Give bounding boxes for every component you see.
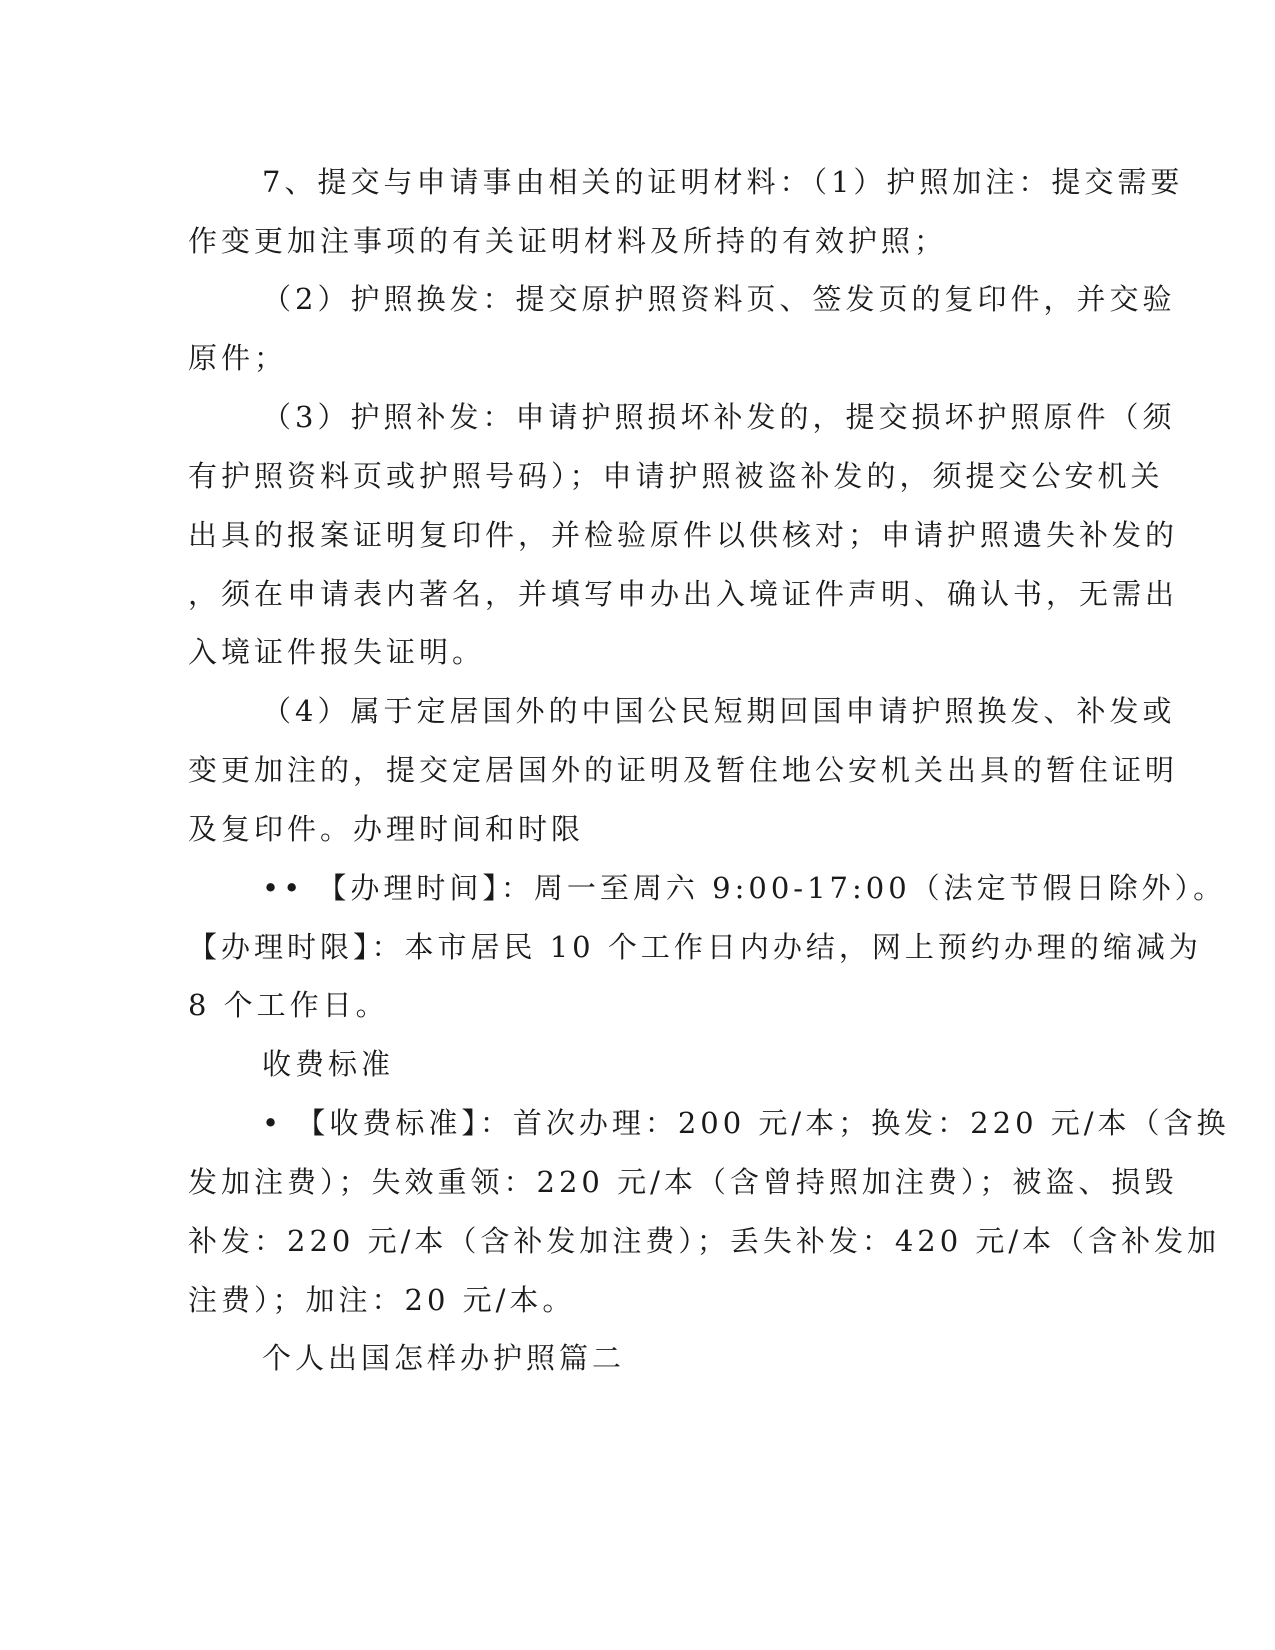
paragraph-line: ，须在申请表内著名，并填写申办出入境证件声明、确认书，无需出 xyxy=(188,577,1179,611)
paragraph-line: 入境证件报失证明。 xyxy=(188,635,486,669)
paragraph-line: 原件； xyxy=(188,341,288,375)
paragraph-line: 变更加注的，提交定居国外的证明及暂住地公安机关出具的暂住证明 xyxy=(188,753,1179,787)
paragraph-line: 出具的报案证明复印件，并检验原件以供核对；申请护照遗失补发的 xyxy=(188,518,1179,552)
paragraph-line: 补发：220 元/本（含补发加注费）；丢失补发：420 元/本（含补发加 xyxy=(188,1224,1221,1258)
paragraph-line: （3）护照补发：申请护照损坏补发的，提交损坏护照原件（须 xyxy=(262,400,1176,434)
paragraph-line: 8 个工作日。 xyxy=(188,988,389,1022)
paragraph-line: 发加注费）；失效重领：220 元/本（含曾持照加注费）；被盗、损毁 xyxy=(188,1165,1178,1199)
section-heading-fees: 收费标准 xyxy=(262,1047,395,1081)
paragraph-line: 【办理时限】：本市居民 10 个工作日内办结，网上预约办理的缩减为 xyxy=(188,930,1202,964)
paragraph-line: （2）护照换发：提交原护照资料页、签发页的复印件，并交验 xyxy=(262,282,1176,316)
paragraph-line: 作变更加注事项的有关证明材料及所持的有效护照； xyxy=(188,224,948,258)
bullet-line-hours: •• 【办理时间】：周一至周六 9:00-17:00（法定节假日除外）。 xyxy=(262,871,1227,905)
bullet-line-fees: • 【收费标准】：首次办理：200 元/本；换发：220 元/本（含换 xyxy=(262,1106,1230,1140)
section-heading-part-two: 个人出国怎样办护照篇二 xyxy=(262,1341,626,1375)
paragraph-line: （4）属于定居国外的中国公民短期回国申请护照换发、补发或 xyxy=(262,694,1176,728)
paragraph-line: 7、提交与申请事由相关的证明材料：（1）护照加注：提交需要 xyxy=(262,165,1184,199)
paragraph-line: 有护照资料页或护照号码）；申请护照被盗补发的，须提交公安机关 xyxy=(188,459,1164,493)
paragraph-line: 注费）；加注：20 元/本。 xyxy=(188,1283,576,1317)
paragraph-line: 及复印件。办理时间和时限 xyxy=(188,812,585,846)
